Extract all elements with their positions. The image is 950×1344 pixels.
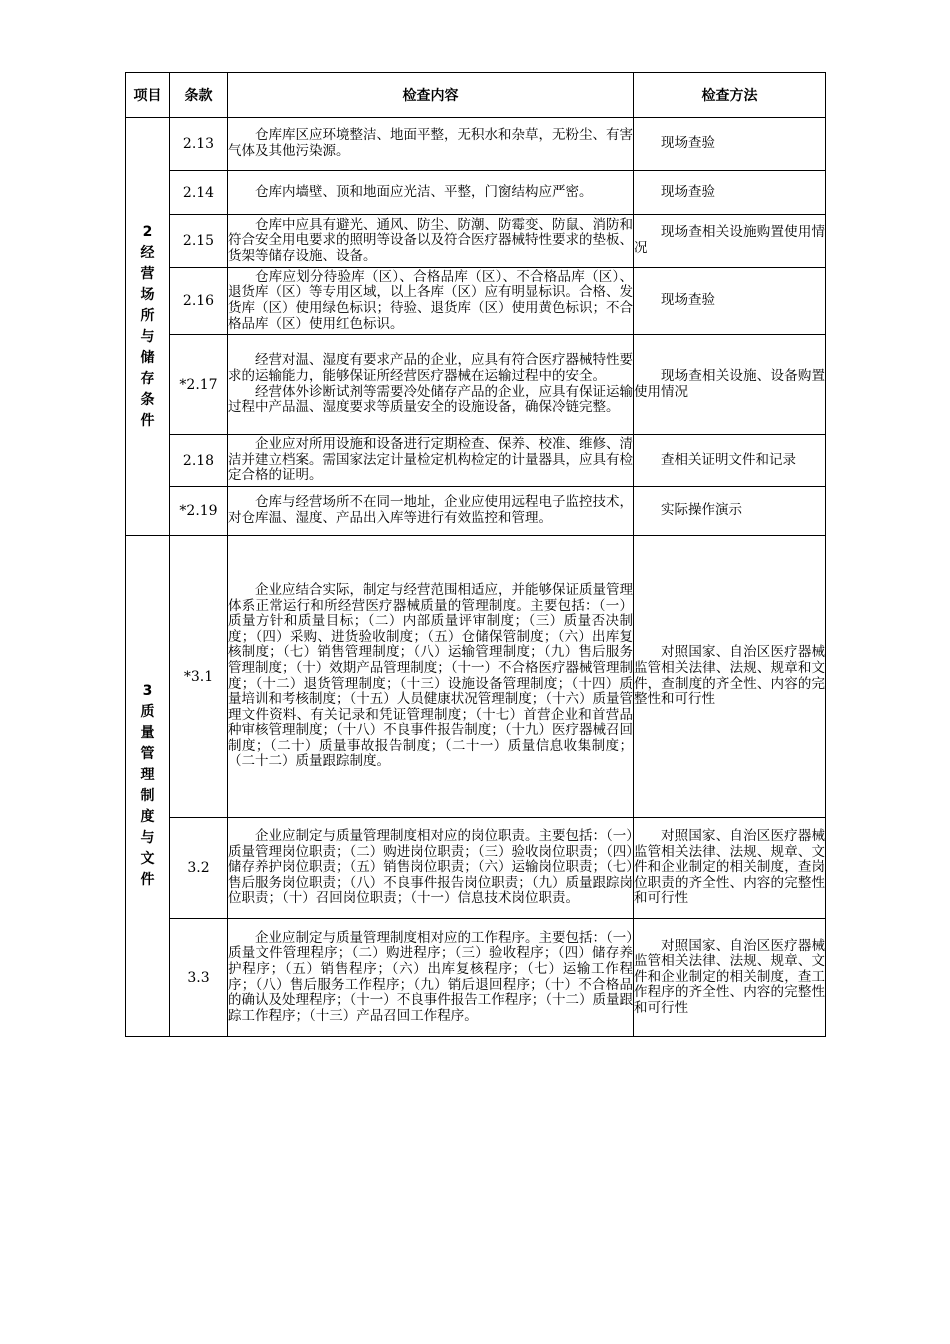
table-row xyxy=(126,268,826,335)
clause-number: 2.13 xyxy=(170,118,228,171)
section-title: 经营场所与储存条件 xyxy=(140,244,155,429)
check-method: 对照国家、自治区医疗器械监管相关法律、法规、规章和文件，查制度的齐全性、内容的完整性和可行性 xyxy=(634,536,826,818)
check-method: 现场查相关设施购置使用情况 xyxy=(634,215,826,268)
clause-number: 3.2 xyxy=(170,818,228,919)
check-method: 实际操作演示 xyxy=(634,487,826,536)
clause-number: *3.1 xyxy=(170,536,228,818)
header-content: 检查内容 xyxy=(228,73,634,118)
check-content: 仓库与经营场所不在同一地址，企业应使用远程电子监控技术，对仓库温、湿度、产品出入库等进行有效监控和管理。 xyxy=(228,487,634,536)
check-method: 现场查相关设施、设备购置使用情况 xyxy=(634,335,826,435)
check-content: 经营对温、湿度有要求产品的企业，应具有符合医疗器械特性要求的运输能力，能够保证所经营医疗器械在运输过程中的安全。 经营体外诊断试剂等需要冷处储存产品的企业，应具有保证运输过程中产品温、湿度要求等质量安全的设施设备，确保冷链完整。 xyxy=(228,335,634,435)
clause-number: *2.17 xyxy=(170,335,228,435)
table-row xyxy=(126,118,826,171)
clause-number: 2.18 xyxy=(170,435,228,487)
section-2-label xyxy=(126,118,170,536)
table-row xyxy=(126,536,826,818)
table-row xyxy=(126,171,826,215)
check-content: 企业应结合实际，制定与经营范围相适应，并能够保证质量管理体系正常运行和所经营医疗器械质量的管理制度。主要包括：（一）质量方针和质量目标；（二）内部质量评审制度；（三）质量否决制度；（四）采购、进货验收制度；（五）仓储保管制度；（六）出库复核制度；（七）销售管理制度；（八）运输管理制度；（九）售后服务管理制度；（十）效期产品管理制度；（十一）不合格医疗器械管理制度；（十二）退货管理制度；（十三）设施设备管理制度；（十四）质量培训和考核制度；（十五）人员健康状况管理制度；（十六）质量管理文件资料、有关记录和凭证管理制度；（十七）首营企业和首营品种审核管理制度；（十八）不良事件报告制度；（十九）医疗器械召回制度；（二十）质量事故报告制度；（二十一）质量信息收集制度；（二十二）质量跟踪制度。 xyxy=(228,536,634,818)
table-row xyxy=(126,435,826,487)
clause-number: 2.16 xyxy=(170,268,228,335)
inspection-table xyxy=(125,72,826,1037)
header-method: 检查方法 xyxy=(634,73,826,118)
header-item: 项目 xyxy=(126,73,170,118)
section-number: 3 xyxy=(142,683,153,699)
table-row xyxy=(126,487,826,536)
check-method: 对照国家、自治区医疗器械监管相关法律、法规、规章、文件和企业制定的相关制度，查岗位职责的齐全性、内容的完整性和可行性 xyxy=(634,818,826,919)
table-row xyxy=(126,335,826,435)
clause-number: 3.3 xyxy=(170,919,228,1037)
check-content: 仓库内墙壁、顶和地面应光洁、平整，门窗结构应严密。 xyxy=(228,171,634,215)
section-number: 2 xyxy=(142,223,153,240)
check-content: 仓库中应具有避光、通风、防尘、防潮、防霉变、防鼠、消防和符合安全用电要求的照明等设备以及符合医疗器械特性要求的垫板、货架等储存设施、设备。 xyxy=(228,215,634,268)
clause-number: 2.14 xyxy=(170,171,228,215)
check-content: 企业应对所用设施和设备进行定期检查、保养、校准、维修、清洁并建立档案。需国家法定计量检定机构检定的计量器具，应具有检定合格的证明。 xyxy=(228,435,634,487)
check-content: 企业应制定与质量管理制度相对应的岗位职责。主要包括：（一）质量管理岗位职责；（二）购进岗位职责；（三）验收岗位职责；（四）储存养护岗位职责；（五）销售岗位职责；（六）运输岗位职责；（七）售后服务岗位职责；（八）不良事件报告岗位职责；（九）质量跟踪岗位职责；（十）召回岗位职责；（十一）信息技术岗位职责。 xyxy=(228,818,634,919)
section-3-label xyxy=(126,536,170,1037)
clause-number: 2.15 xyxy=(170,215,228,268)
header-row xyxy=(126,73,826,118)
check-method: 查相关证明文件和记录 xyxy=(634,435,826,487)
check-method: 现场查验 xyxy=(634,118,826,171)
table-row xyxy=(126,919,826,1037)
clause-number: *2.19 xyxy=(170,487,228,536)
check-content: 仓库库区应环境整洁、地面平整，无积水和杂草，无粉尘、有害气体及其他污染源。 xyxy=(228,118,634,171)
table-row xyxy=(126,818,826,919)
table-row xyxy=(126,215,826,268)
check-content: 企业应制定与质量管理制度相对应的工作程序。主要包括：（一）质量文件管理程序；（二）购进程序；（三）验收程序；（四）储存养护程序；（五）销售程序；（六）出库复核程序；（七）运输工作程序；（八）售后服务工作程序；（九）销后退回程序；（十）不合格品的确认及处理程序；（十一）不良事件报告工作程序；（十二）质量跟踪工作程序；（十三）产品召回工作程序。 xyxy=(228,919,634,1037)
check-content: 仓库应划分待验库（区）、合格品库（区）、不合格品库（区）、退货库（区）等专用区域，以上各库（区）应有明显标识。合格、发货库（区）使用绿色标识；待验、退货库（区）使用黄色标识；不合格品库（区）使用红色标识。 xyxy=(228,268,634,335)
header-clause: 条款 xyxy=(170,73,228,118)
check-method: 现场查验 xyxy=(634,268,826,335)
check-method: 现场查验 xyxy=(634,171,826,215)
check-method: 对照国家、自治区医疗器械监管相关法律、法规、规章、文件和企业制定的相关制度，查工作程序的齐全性、内容的完整性和可行性 xyxy=(634,919,826,1037)
section-title: 质量管理制度与文件 xyxy=(140,704,155,888)
